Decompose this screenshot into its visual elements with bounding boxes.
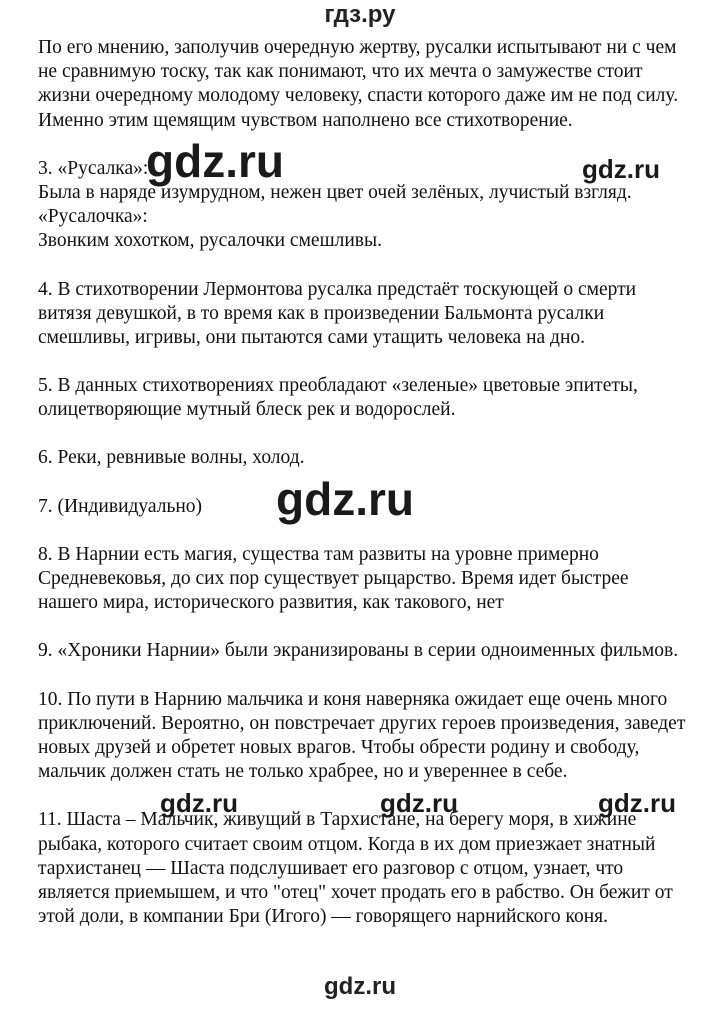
text-line: 7. (Индивидуально) xyxy=(38,495,203,517)
text-line: является приемышем, и что "отец" хочет продать его в рабство. Он бежит от xyxy=(38,881,673,903)
text-line: олицетворяющие мутный блеск рек и водорослей. xyxy=(38,399,456,421)
text-line: 5. В данных стихотворениях преобладают «зеленые» цветовые эпитеты, xyxy=(38,375,638,397)
text-line: нашего мира, исторического развития, как такового, нет xyxy=(38,592,504,614)
text-line: рыбака, которого считает своим отцом. Когда в их дом приезжает знатный xyxy=(38,833,656,855)
text-line: Звонким хохотком, русалочки смешливы. xyxy=(38,230,382,252)
text-line: не сравнимую тоску, так как понимают, что их мечта о замужестве стоит xyxy=(38,61,643,83)
text-line: Была в наряде изумрудном, нежен цвет очей зелёных, лучистый взгляд. xyxy=(38,181,632,203)
text-line: 9. «Хроники Нарнии» были экранизированы в серии одноименных фильмов. xyxy=(38,640,679,662)
text-line: 3. «Русалка»: xyxy=(38,157,149,179)
page-footer-site: gdz.ru xyxy=(324,973,396,1000)
watermark: gdz.ru xyxy=(582,154,660,184)
text-line: новых друзей и обретет новых врагов. Чтобы обрести родину и свободу, xyxy=(38,736,640,758)
text-line: Именно этим щемящим чувством наполнено все стихотворение. xyxy=(38,109,573,131)
text-line: «Русалочка»: xyxy=(38,206,148,228)
text-line: 8. В Нарнии есть магия, существа там развиты на уровне примерно xyxy=(38,543,599,565)
paragraph-answer-4 xyxy=(38,278,698,351)
text-line: 11. Шаста – Мальчик, живущий в Тархистане, на берегу моря, в хижине xyxy=(38,809,637,831)
page-header-site: гдз.ру xyxy=(324,1,396,28)
text-line: приключений. Вероятно, он повстречает других героев произведения, заведет xyxy=(38,712,686,734)
watermark: gdz.ru xyxy=(160,788,238,818)
watermark: gdz.ru xyxy=(598,788,676,818)
paragraph-answer-11 xyxy=(38,808,698,929)
text-line: По его мнению, заполучив очередную жертву, русалки испытывают ни с чем xyxy=(38,37,677,58)
text-line: этой доли, в компании Бри (Игого) — говорящего нарнийского коня. xyxy=(38,906,608,928)
watermark: gdz.ru xyxy=(276,473,414,525)
text-line: жизни очередному молодому человеку, спасти которого даже им не под силу. xyxy=(38,85,679,107)
paragraph-answer-10 xyxy=(38,688,698,785)
text-line: витязя девушкой, в то время как в произведении Бальмонта русалки xyxy=(38,302,605,324)
text-line: 10. По пути в Нарнию мальчика и коня наверняка ожидает еще очень много xyxy=(38,688,668,710)
text-line: мальчик должен стать не только храбрее, но и увереннее в себе. xyxy=(38,761,568,783)
text-line: смешливы, игривы, они пытаются сами утащить человека на дно. xyxy=(38,326,586,348)
watermark: gdz.ru xyxy=(146,135,284,187)
paragraph-answer-5 xyxy=(38,374,698,422)
paragraph-answer-8 xyxy=(38,543,698,616)
text-line: тархистанец — Шаста подслушивает его разговор с отцом, узнает, что xyxy=(38,857,624,879)
watermark: gdz.ru xyxy=(380,788,458,818)
paragraph-intro xyxy=(38,36,698,133)
paragraph-answer-9 xyxy=(38,639,698,663)
paragraph-answer-6 xyxy=(38,446,698,470)
text-line: 4. В стихотворении Лермонтова русалка предстаёт тоскующей о смерти xyxy=(38,278,637,300)
text-line: Средневековья, до сих пор существует рыцарство. Время идет быстрее xyxy=(38,568,629,589)
text-line: 6. Реки, ревнивые волны, холод. xyxy=(38,447,305,469)
